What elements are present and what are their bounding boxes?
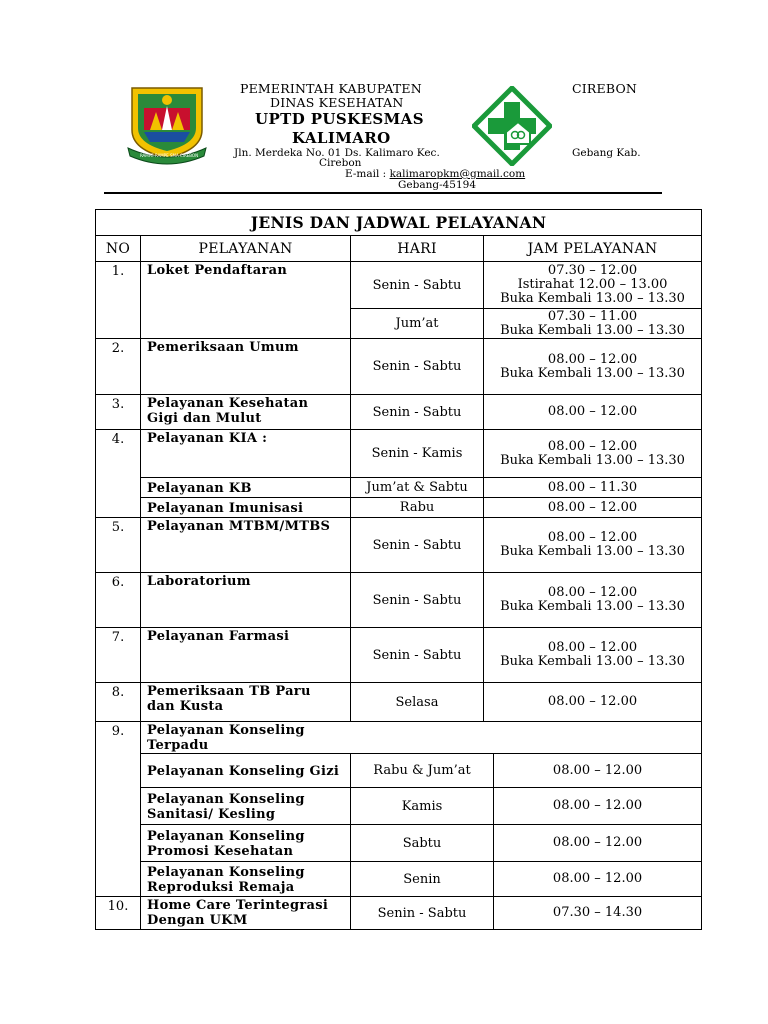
column-header-service: PELAYANAN <box>141 236 351 262</box>
table-row <box>96 825 702 862</box>
service-day: Senin - Kamis <box>351 430 484 478</box>
service-name: Pelayanan Konseling Reproduksi Remaja <box>141 862 351 897</box>
service-day: Senin - Sabtu <box>351 573 484 628</box>
service-name: Pelayanan Imunisasi <box>141 498 351 518</box>
table-row <box>96 683 702 722</box>
service-day: Kamis <box>351 788 494 825</box>
header-address-regency: Gebang Kab. <box>572 147 641 159</box>
service-day: Jum’at & Sabtu <box>351 478 484 498</box>
table-row <box>96 788 702 825</box>
service-name: Laboratorium <box>141 573 351 628</box>
service-day: Senin - Sabtu <box>351 395 484 430</box>
puskesmas-logo <box>472 86 552 166</box>
table-row <box>96 339 702 395</box>
row-number: 3. <box>96 395 141 430</box>
service-name: Pelayanan MTBM/MTBS <box>141 518 351 573</box>
logo-banner-text: RAMPE RAMPE SMA CIREBON <box>139 153 199 158</box>
row-number: 8. <box>96 683 141 722</box>
service-name: Pelayanan KIA : <box>141 430 351 478</box>
service-name: Loket Pendaftaran <box>141 262 351 339</box>
header-department-line: DINAS KESEHATAN <box>270 95 404 110</box>
service-name: Pelayanan Kesehatan Gigi dan Mulut <box>141 395 351 430</box>
column-header-no: NO <box>96 236 141 262</box>
table-row <box>96 478 702 498</box>
service-time: 08.00 – 12.00 Buka Kembali 13.00 – 13.30 <box>484 628 702 683</box>
service-day: Senin - Sabtu <box>351 628 484 683</box>
table-row <box>96 498 702 518</box>
service-name: Pelayanan KB <box>141 478 351 498</box>
table-row <box>96 722 702 754</box>
row-number: 5. <box>96 518 141 573</box>
service-day: Jum’at <box>351 309 484 339</box>
row-number: 4. <box>96 430 141 518</box>
service-name: Pemeriksaan TB Paru dan Kusta <box>141 683 351 722</box>
header-government-line: PEMERINTAH KABUPATEN CIREBON <box>240 81 638 96</box>
column-header-time: JAM PELAYANAN <box>484 236 702 262</box>
header-title-kalimaro: KALIMARO <box>292 129 391 147</box>
service-day: Rabu & Jum’at <box>351 754 494 788</box>
service-time: 08.00 – 12.00 <box>494 788 702 825</box>
table-row <box>96 897 702 930</box>
row-number: 7. <box>96 628 141 683</box>
column-header-day: HARI <box>351 236 484 262</box>
service-day: Senin <box>351 862 494 897</box>
table-row <box>96 430 702 478</box>
table-row <box>96 518 702 573</box>
service-day: Selasa <box>351 683 484 722</box>
row-number: 6. <box>96 573 141 628</box>
row-number: 10. <box>96 897 141 930</box>
table-row <box>96 628 702 683</box>
service-time: 08.00 – 12.00 <box>494 862 702 897</box>
service-name: Pemeriksaan Umum <box>141 339 351 395</box>
service-name: Pelayanan Konseling Gizi <box>141 754 351 788</box>
table-row <box>96 573 702 628</box>
row-number: 9. <box>96 722 141 897</box>
service-time: 08.00 – 11.30 <box>484 478 702 498</box>
service-day: Sabtu <box>351 825 494 862</box>
service-time: 08.00 – 12.00 <box>484 683 702 722</box>
service-name: Home Care Terintegrasi Dengan UKM <box>141 897 351 930</box>
header-email: E-mail : kalimaropkm@gmail.com <box>345 168 526 180</box>
service-time: 07.30 – 11.00 Buka Kembali 13.00 – 13.30 <box>484 309 702 339</box>
service-day: Senin - Sabtu <box>351 262 484 309</box>
service-name: Pelayanan Konseling Terpadu <box>141 722 702 754</box>
service-time: 07.30 – 12.00 Istirahat 12.00 – 13.00 Buka Kembali 13.00 – 13.30 <box>484 262 702 309</box>
service-day: Senin - Sabtu <box>351 339 484 395</box>
header-divider <box>104 192 662 194</box>
header-address: Jln. Merdeka No. 01 Ds. Kalimaro Kec. <box>234 147 440 159</box>
table-row <box>96 754 702 788</box>
service-time: 08.00 – 12.00 <box>484 498 702 518</box>
service-time: 07.30 – 14.30 <box>494 897 702 930</box>
service-time: 08.00 – 12.00 Buka Kembali 13.00 – 13.30 <box>484 518 702 573</box>
table-row <box>96 862 702 897</box>
service-day: Rabu <box>351 498 484 518</box>
row-number: 2. <box>96 339 141 395</box>
header-postal: Gebang-45194 <box>398 179 477 191</box>
table-row <box>96 395 702 430</box>
header-title-puskesmas: UPTD PUSKESMAS <box>255 110 424 128</box>
row-number: 1. <box>96 262 141 339</box>
service-name: Pelayanan Konseling Promosi Kesehatan <box>141 825 351 862</box>
service-time: 08.00 – 12.00 <box>484 395 702 430</box>
schedule-table <box>95 209 702 930</box>
header-address-city: Cirebon <box>319 157 362 169</box>
table-row <box>96 262 702 309</box>
service-name: Pelayanan Farmasi <box>141 628 351 683</box>
service-day: Senin - Sabtu <box>351 518 484 573</box>
service-time: 08.00 – 12.00 <box>494 754 702 788</box>
service-time: 08.00 – 12.00 Buka Kembali 13.00 – 13.30 <box>484 573 702 628</box>
service-time: 08.00 – 12.00 Buka Kembali 13.00 – 13.30 <box>484 430 702 478</box>
service-day: Senin - Sabtu <box>351 897 494 930</box>
service-time: 08.00 – 12.00 <box>494 825 702 862</box>
service-name: Pelayanan Konseling Sanitasi/ Kesling <box>141 788 351 825</box>
email-link[interactable]: kalimaropkm@gmail.com <box>389 168 526 180</box>
service-time: 08.00 – 12.00 Buka Kembali 13.00 – 13.30 <box>484 339 702 395</box>
table-title: JENIS DAN JADWAL PELAYANAN <box>96 210 702 236</box>
